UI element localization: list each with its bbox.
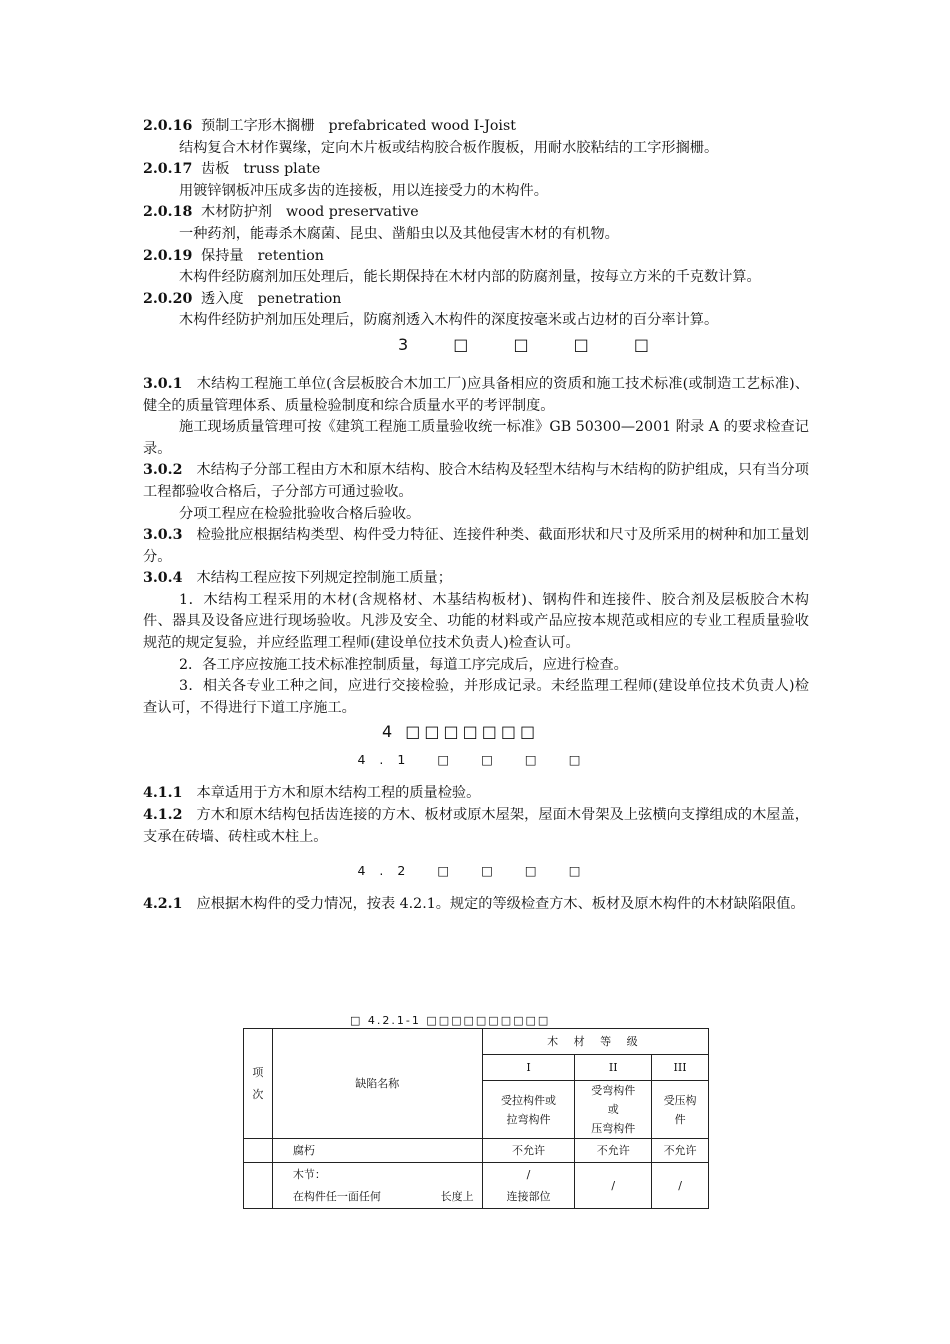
clause-paragraph — [143, 805, 809, 848]
table-row — [244, 1139, 709, 1163]
clause-number: 3.0.1 — [143, 375, 183, 392]
term-definition — [143, 224, 809, 246]
knot-val-b: 连接部位 — [506, 1189, 551, 1203]
term-english: truss plate — [243, 161, 321, 178]
term-chinese: 预制工字形木搁栅 — [201, 118, 315, 134]
term-definition-text: 计算。 — [718, 269, 761, 286]
cell-value: 不允许 — [652, 1139, 709, 1163]
term-definition — [143, 138, 809, 160]
term-heading — [143, 246, 809, 268]
clause-text: 本章适用于方木和原木结构工程的质量检验。 — [196, 785, 481, 802]
document-body — [143, 116, 809, 916]
term-number: 2.0.18 — [143, 204, 193, 221]
clause-text: 木结构子分部工程由方木和原木结构、胶合木结构及轻型木结构与木结构的防护组成，只有当分项工程都验收合格后，子分部方可通过验收。 — [143, 462, 809, 500]
term-chinese: 齿板 — [201, 161, 230, 178]
clause-text: 分项工程应在检验批验收合格后验收。 — [179, 505, 421, 522]
chapter-3-title: 3 □ □ □ □ — [398, 334, 669, 354]
chapter-4-title: 4 □□□□□□□ — [382, 722, 540, 742]
term-heading — [143, 159, 809, 181]
clause-paragraph — [143, 417, 809, 460]
cell-value: 不允许 — [482, 1139, 575, 1163]
clause-paragraph — [143, 894, 809, 916]
clause-number: 4.1.2 — [143, 807, 183, 824]
grade-desc-I: 受拉构件或 拉弯构件 — [482, 1081, 575, 1139]
clause-paragraph — [143, 374, 809, 417]
clause-number: 3.0.4 — [143, 570, 183, 587]
defect-table — [243, 1028, 709, 1209]
section-4-1-title: 4.1 □ □ □ □ — [357, 752, 595, 768]
clause-paragraph — [143, 568, 809, 590]
cell-value: / — [652, 1163, 709, 1209]
row-index — [244, 1139, 273, 1163]
knot-sub — [293, 1186, 482, 1208]
term-chinese: 保持量 — [201, 247, 244, 264]
term-definition-text: 用镀锌钢板冲压成多齿的连接板，用以连接受力的木构件。 — [179, 182, 548, 199]
cell-value: / — [575, 1163, 652, 1209]
knot-sub-right: 长度上 — [440, 1189, 474, 1203]
clause-paragraph — [143, 676, 809, 719]
clause-number: 3.0.2 — [143, 462, 183, 479]
term-english: retention — [257, 247, 324, 264]
term-number: 2.0.20 — [143, 290, 193, 307]
clause-text: 木结构工程应按下列规定控制施工质量； — [196, 570, 452, 587]
term-definition — [143, 267, 809, 289]
cell-value — [482, 1163, 575, 1209]
clause-paragraph — [143, 590, 809, 655]
grade-desc-III: 受压构 件 — [652, 1081, 709, 1139]
defect-name — [272, 1163, 482, 1209]
clause-paragraph — [143, 460, 809, 503]
clause-paragraph — [143, 783, 809, 805]
knot-val-a: / — [526, 1167, 531, 1181]
knot-sub-left: 在构件任一面任何 — [292, 1189, 381, 1203]
clause-paragraph — [143, 504, 809, 526]
grade-II: II — [575, 1055, 652, 1081]
term-definition — [143, 181, 809, 203]
term-definition-text: 木构件经防护剂加压处理后，防腐剂透入木构件的深度按毫米或占边材的百分率计算。 — [179, 312, 719, 329]
grade-desc-II: 受弯构件 或 压弯构件 — [575, 1081, 652, 1139]
clause-number: 3.0.3 — [143, 527, 183, 544]
term-english: wood preservative — [285, 204, 419, 221]
term-definition-text: 木构件经防腐剂加压处理后，能长期保持在木材内部的防腐剂量，按每立方米的千克数 — [179, 269, 719, 286]
table-caption: □ 4.2.1-1 □□□□□□□□□□ — [350, 1014, 551, 1027]
clause-text: 应根据木构件的受力情况，按表 4.2.1。规定的等级检查方木、板材及原木构件的木材缺陷限值。 — [196, 896, 805, 913]
clause-number: 4.2.1 — [143, 896, 183, 913]
term-chinese: 透入度 — [201, 290, 244, 307]
term-english: prefabricated wood I-Joist — [328, 118, 516, 134]
clause-text: 3．相关各专业工种之间，应进行交接检验，并形成记录。未经监理工程师(建设单位技术负责人)检查认可，不得进行下道工序施工。 — [143, 678, 809, 716]
term-number: 2.0.17 — [143, 161, 193, 178]
defect-name: 腐朽 — [272, 1139, 482, 1163]
term-number: 2.0.19 — [143, 247, 193, 264]
clause-text: 1．木结构工程采用的木材(含规格材、木基结构板材)、钢构件和连接件、胶合剂及层板胶合木构件、器具及设备应进行现场验收。凡涉及安全、功能的材料或产品应按本规范或相应的专业工程质量验收规范的规定复验，并应经监理工程师(建设单位技术负责人)检查认可。 — [143, 591, 809, 652]
term-chinese: 木材防护剂 — [201, 204, 272, 221]
term-definition-text: 结构复合木材作翼缘，定向木片板或结构胶合板作腹板，用耐水胶粘结的工字形搁栅。 — [179, 139, 719, 156]
table-row — [244, 1163, 709, 1209]
term-heading — [143, 202, 809, 224]
term-definition — [143, 310, 809, 332]
clause-number: 4.1.1 — [143, 785, 183, 802]
term-english: penetration — [257, 290, 342, 307]
row-index — [244, 1163, 273, 1209]
term-heading — [143, 289, 809, 311]
spacer — [143, 848, 809, 860]
clause-paragraph — [143, 655, 809, 677]
clause-text: 方木和原木结构包括齿连接的方木、板材或原木屋架，屋面木骨架及上弦横向支撑组成的木屋盖，支承在砖墙、砖柱或木柱上。 — [143, 807, 809, 845]
clause-text: 木结构工程施工单位(含层板胶合木加工厂)应具备相应的资质和施工技术标准(或制造工艺标准)、健全的质量管理体系、质量检验制度和综合质量水平的考评制度。 — [143, 375, 809, 414]
knot-label: 木节： — [292, 1167, 326, 1181]
term-number: 2.0.16 — [143, 118, 193, 134]
clause-text: 检验批应根据结构类型、构件受力特征、连接件种类、截面形状和尺寸及所采用的树种和加工量划分。 — [143, 527, 809, 565]
term-heading — [143, 116, 809, 138]
grade-header: 木 材 等 级 — [482, 1029, 708, 1055]
col-item-header — [244, 1029, 273, 1139]
term-definition-text: 一种药剂，能毒杀木腐菌、昆虫、凿船虫以及其他侵害木材的有机物。 — [179, 225, 619, 242]
clause-paragraph — [143, 525, 809, 568]
spacer — [143, 362, 809, 374]
cell-value: 不允许 — [575, 1139, 652, 1163]
item-header: 项 次 — [252, 1065, 264, 1101]
clause-text: 2．各工序应按施工技术标准控制质量，每道工序完成后，应进行检查。 — [179, 656, 628, 673]
clause-text: 施工现场质量管理可按《建筑工程施工质量验收统一标准》GB 50300—2001 附录 A 的要求检查记录。 — [143, 419, 809, 457]
grade-I: I — [482, 1055, 575, 1081]
section-4-2-title: 4.2 □ □ □ □ — [357, 863, 595, 879]
col-name-header: 缺陷名称 — [272, 1029, 482, 1139]
grade-III: III — [652, 1055, 709, 1081]
